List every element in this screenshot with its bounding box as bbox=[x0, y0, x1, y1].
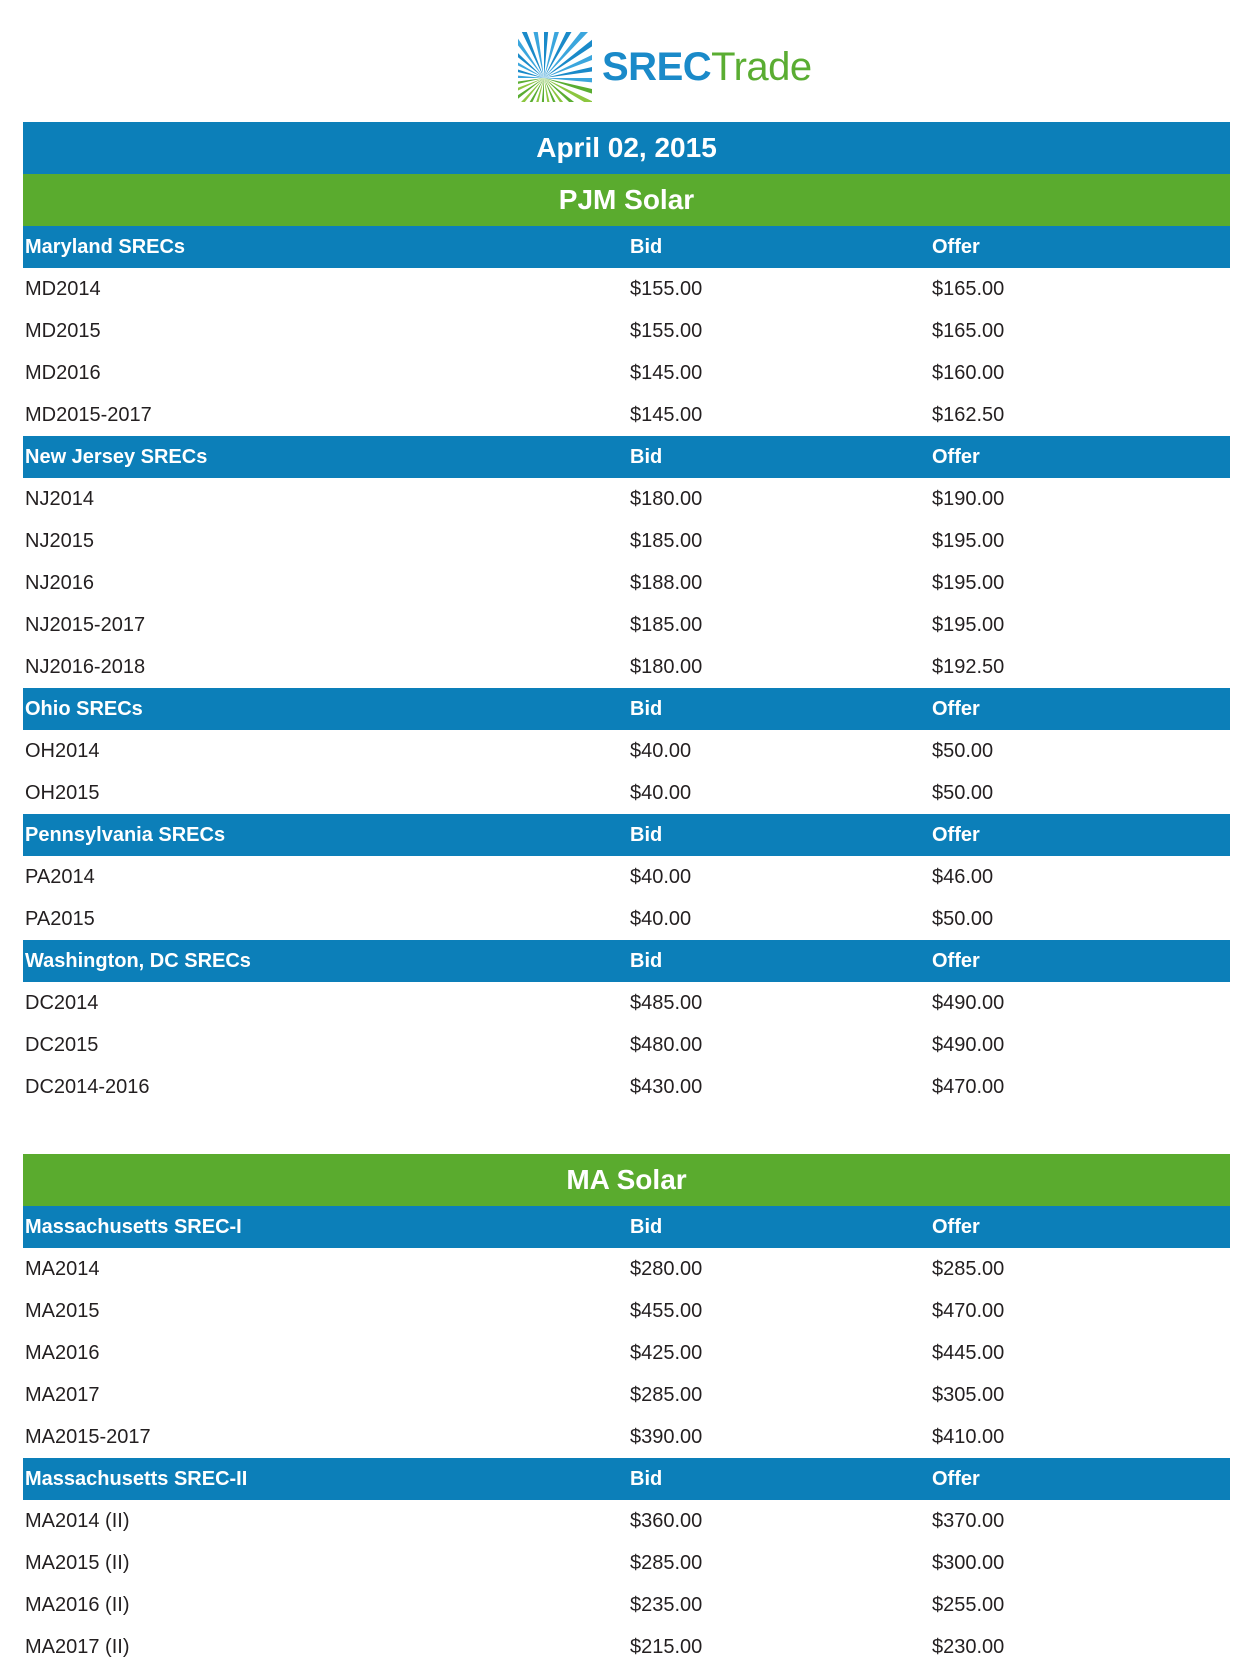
offer-cell: $162.50 bbox=[932, 403, 1005, 426]
offer-cell: $195.00 bbox=[932, 613, 1005, 636]
offer-cell: $50.00 bbox=[932, 907, 994, 930]
vintage-cell: OH2015 bbox=[25, 781, 100, 804]
bid-cell: $155.00 bbox=[630, 319, 703, 342]
offer-cell: $255.00 bbox=[932, 1593, 1005, 1616]
table-row bbox=[23, 562, 1230, 604]
group-header bbox=[23, 1206, 1230, 1248]
bid-column-header: Bid bbox=[630, 949, 663, 972]
offer-cell: $300.00 bbox=[932, 1551, 1005, 1574]
offer-cell: $490.00 bbox=[932, 1033, 1005, 1056]
table-row bbox=[23, 1500, 1230, 1542]
offer-cell: $50.00 bbox=[932, 739, 994, 762]
bid-cell: $40.00 bbox=[630, 739, 692, 762]
offer-cell: $445.00 bbox=[932, 1341, 1005, 1364]
bid-cell: $40.00 bbox=[630, 865, 692, 888]
offer-column-header: Offer bbox=[932, 1467, 980, 1490]
offer-column-header: Offer bbox=[932, 697, 980, 720]
bid-cell: $180.00 bbox=[630, 487, 703, 510]
vintage-cell: PA2015 bbox=[25, 907, 95, 930]
offer-cell: $195.00 bbox=[932, 571, 1005, 594]
table-row bbox=[23, 1290, 1230, 1332]
vintage-cell: MA2016 (II) bbox=[25, 1593, 130, 1616]
table-row bbox=[23, 1024, 1230, 1066]
vintage-cell: DC2015 bbox=[25, 1033, 99, 1056]
vintage-cell: MA2016 bbox=[25, 1341, 100, 1364]
table-row bbox=[23, 898, 1230, 940]
bid-cell: $180.00 bbox=[630, 655, 703, 678]
offer-column-header: Offer bbox=[932, 235, 980, 258]
bid-cell: $430.00 bbox=[630, 1075, 703, 1098]
offer-cell: $190.00 bbox=[932, 487, 1005, 510]
bid-cell: $215.00 bbox=[630, 1635, 703, 1658]
offer-cell: $160.00 bbox=[932, 361, 1005, 384]
vintage-cell: MA2017 (II) bbox=[25, 1635, 130, 1658]
bid-cell: $455.00 bbox=[630, 1299, 703, 1322]
bid-cell: $235.00 bbox=[630, 1593, 703, 1616]
table-row bbox=[23, 478, 1230, 520]
offer-cell: $192.50 bbox=[932, 655, 1005, 678]
price-sheet bbox=[23, 122, 1230, 1668]
table-row bbox=[23, 604, 1230, 646]
bid-column-header: Bid bbox=[630, 235, 663, 258]
bid-cell: $145.00 bbox=[630, 361, 703, 384]
section-spacer bbox=[23, 1108, 1230, 1154]
table-row bbox=[23, 1066, 1230, 1108]
table-row bbox=[23, 856, 1230, 898]
vintage-cell: MD2015-2017 bbox=[25, 403, 152, 426]
table-row bbox=[23, 1374, 1230, 1416]
vintage-cell: PA2014 bbox=[25, 865, 95, 888]
bid-cell: $285.00 bbox=[630, 1551, 703, 1574]
bid-cell: $485.00 bbox=[630, 991, 703, 1014]
bid-cell: $425.00 bbox=[630, 1341, 703, 1364]
group-header bbox=[23, 436, 1230, 478]
vintage-cell: NJ2014 bbox=[25, 487, 94, 510]
offer-cell: $230.00 bbox=[932, 1635, 1005, 1658]
vintage-cell: NJ2016-2018 bbox=[25, 655, 146, 678]
table-row bbox=[23, 1584, 1230, 1626]
bid-column-header: Bid bbox=[630, 823, 663, 846]
brand-trade: Trade bbox=[711, 45, 812, 89]
group-header bbox=[23, 940, 1230, 982]
table-row bbox=[23, 730, 1230, 772]
bid-cell: $185.00 bbox=[630, 613, 703, 636]
offer-cell: $305.00 bbox=[932, 1383, 1005, 1406]
vintage-cell: MD2014 bbox=[25, 277, 101, 300]
group-header bbox=[23, 1458, 1230, 1500]
table-row bbox=[23, 982, 1230, 1024]
table-row bbox=[23, 310, 1230, 352]
market-banner: PJM Solar bbox=[23, 174, 1230, 226]
vintage-cell: MD2016 bbox=[25, 361, 101, 384]
offer-cell: $470.00 bbox=[932, 1299, 1005, 1322]
vintage-cell: MA2014 bbox=[25, 1257, 100, 1280]
bid-column-header: Bid bbox=[630, 1215, 663, 1238]
bid-cell: $155.00 bbox=[630, 277, 703, 300]
offer-cell: $165.00 bbox=[932, 277, 1005, 300]
offer-column-header: Offer bbox=[932, 949, 980, 972]
bid-column-header: Bid bbox=[630, 445, 663, 468]
offer-cell: $410.00 bbox=[932, 1425, 1005, 1448]
date-banner: April 02, 2015 bbox=[23, 122, 1230, 174]
bid-cell: $188.00 bbox=[630, 571, 703, 594]
bid-cell: $40.00 bbox=[630, 907, 692, 930]
table-row bbox=[23, 1626, 1230, 1668]
table-row bbox=[23, 394, 1230, 436]
vintage-cell: MA2015 bbox=[25, 1299, 100, 1322]
vintage-cell: MA2014 (II) bbox=[25, 1509, 130, 1532]
brand-srec: SREC bbox=[602, 45, 712, 89]
bid-column-header: Bid bbox=[630, 1467, 663, 1490]
offer-cell: $46.00 bbox=[932, 865, 994, 888]
offer-cell: $195.00 bbox=[932, 529, 1005, 552]
table-row bbox=[23, 772, 1230, 814]
offer-column-header: Offer bbox=[932, 1215, 980, 1238]
bid-cell: $360.00 bbox=[630, 1509, 703, 1532]
bid-cell: $280.00 bbox=[630, 1257, 703, 1280]
vintage-cell: NJ2015-2017 bbox=[25, 613, 146, 636]
offer-column-header: Offer bbox=[932, 445, 980, 468]
group-header bbox=[23, 688, 1230, 730]
group-name: Maryland SRECs bbox=[25, 235, 186, 258]
table-row bbox=[23, 520, 1230, 562]
table-row bbox=[23, 268, 1230, 310]
group-name: Ohio SRECs bbox=[25, 697, 143, 720]
vintage-cell: OH2014 bbox=[25, 739, 100, 762]
offer-cell: $490.00 bbox=[932, 991, 1005, 1014]
group-header bbox=[23, 814, 1230, 856]
table-row bbox=[23, 1542, 1230, 1584]
vintage-cell: DC2014-2016 bbox=[25, 1075, 150, 1098]
group-name: Pennsylvania SRECs bbox=[25, 823, 226, 846]
brand-wordmark bbox=[602, 47, 812, 87]
bid-cell: $390.00 bbox=[630, 1425, 703, 1448]
group-name: Washington, DC SRECs bbox=[25, 949, 251, 972]
vintage-cell: MA2015-2017 bbox=[25, 1425, 151, 1448]
bid-cell: $285.00 bbox=[630, 1383, 703, 1406]
table-row bbox=[23, 1416, 1230, 1458]
group-name: Massachusetts SREC-I bbox=[25, 1215, 242, 1238]
bid-column-header: Bid bbox=[630, 697, 663, 720]
vintage-cell: MA2017 bbox=[25, 1383, 100, 1406]
table-row bbox=[23, 1332, 1230, 1374]
group-header bbox=[23, 226, 1230, 268]
offer-cell: $470.00 bbox=[932, 1075, 1005, 1098]
group-name: New Jersey SRECs bbox=[25, 445, 208, 468]
offer-cell: $370.00 bbox=[932, 1509, 1005, 1532]
bid-cell: $40.00 bbox=[630, 781, 692, 804]
vintage-cell: MA2015 (II) bbox=[25, 1551, 130, 1574]
market-banner: MA Solar bbox=[23, 1154, 1230, 1206]
table-row bbox=[23, 1248, 1230, 1290]
srectrade-logo bbox=[518, 32, 812, 102]
vintage-cell: NJ2016 bbox=[25, 571, 94, 594]
bid-cell: $145.00 bbox=[630, 403, 703, 426]
offer-cell: $165.00 bbox=[932, 319, 1005, 342]
group-name: Massachusetts SREC-II bbox=[25, 1467, 248, 1490]
vintage-cell: MD2015 bbox=[25, 319, 101, 342]
offer-column-header: Offer bbox=[932, 823, 980, 846]
vintage-cell: DC2014 bbox=[25, 991, 99, 1014]
table-row bbox=[23, 646, 1230, 688]
table-row bbox=[23, 352, 1230, 394]
vintage-cell: NJ2015 bbox=[25, 529, 94, 552]
sunburst-logo-icon bbox=[518, 32, 592, 102]
bid-cell: $185.00 bbox=[630, 529, 703, 552]
offer-cell: $285.00 bbox=[932, 1257, 1005, 1280]
bid-cell: $480.00 bbox=[630, 1033, 703, 1056]
offer-cell: $50.00 bbox=[932, 781, 994, 804]
